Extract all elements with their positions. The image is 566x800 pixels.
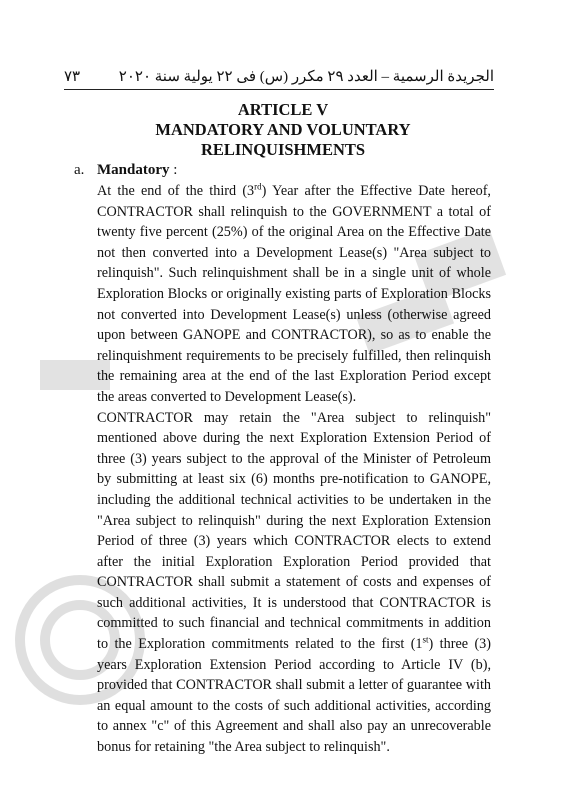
section-heading [97, 162, 177, 179]
ordinal-superscript: st [422, 634, 429, 645]
article-heading [0, 100, 566, 160]
page-header [64, 60, 494, 90]
paragraph-1 [97, 181, 491, 408]
paragraph-1-text: At the end of the third (3 [97, 183, 255, 199]
article-number: ARTICLE V [237, 100, 329, 119]
section-heading-text: Mandatory [97, 162, 170, 178]
paragraph-2 [97, 408, 491, 758]
article-title-line1: MANDATORY AND VOLUNTARY [155, 120, 411, 139]
section-heading-suffix: : [169, 162, 178, 178]
paragraph-2-text: CONTRACTOR may retain the "Area subject to relinquish" mentioned above during the next Exploration Extension Period of three (3) years subject to the approval of the Minister of Petroleum by submitting at least six (6) months pre-notification to GANOPE, including the additional technical activities to be undertaken in the "Area subject to relinquish" during the next Exploration Extension Period of three (3) years which CONTRACTOR elects to extend after the initial Exploration Exploration Period provided that CONTRACTOR shall submit a statement of costs and expenses of such additional activities, It is understood that CONTRACTOR is committed to such financial and technical commitments in addition to the Exploration commitments related to the first (1 [97, 409, 491, 653]
section-body [97, 181, 491, 758]
gazette-title: الجريدة الرسمية – العدد ٢٩ مكرر (س) فى ٢٢ يولية سنة ٢٠٢٠ [118, 69, 494, 85]
article-title-line2: RELINQUISHMENTS [200, 140, 366, 159]
paragraph-2-text-cont: ) three (3) years Exploration Extension Period according to Article IV (b), provided that CONTRACTOR shall submit a letter of guarantee with an equal amount to the costs of such additional activities, according to annex "c" of this Agreement and shall also pay an unrecoverable bonus for retaining "the Area subject to relinquish". [97, 636, 491, 756]
section-label: a. [74, 162, 85, 178]
page-number: ٧٣ [64, 69, 81, 85]
ordinal-superscript: rd [254, 181, 262, 192]
paragraph-1-text-cont: ) Year after the Effective Date hereof, CONTRACTOR shall relinquish to the GOVERNMENT a total of twenty five percent (25%) of the original Area on the Effective Date not then converted into a Development Lease(s) "Area subject to relinquish". Such relinquishment shall be in a single unit of whole Exploration Blocks or originally existing parts of Exploration Blocks not converted into Development Lease(s) unless (otherwise agreed upon between GANOPE and CONTRACTOR), so as to enable the relinquishment requirements to be precisely fulfilled, then relinquish the remaining area at the end of the last Exploration Period except the areas converted to Development Lease(s). [97, 183, 491, 405]
